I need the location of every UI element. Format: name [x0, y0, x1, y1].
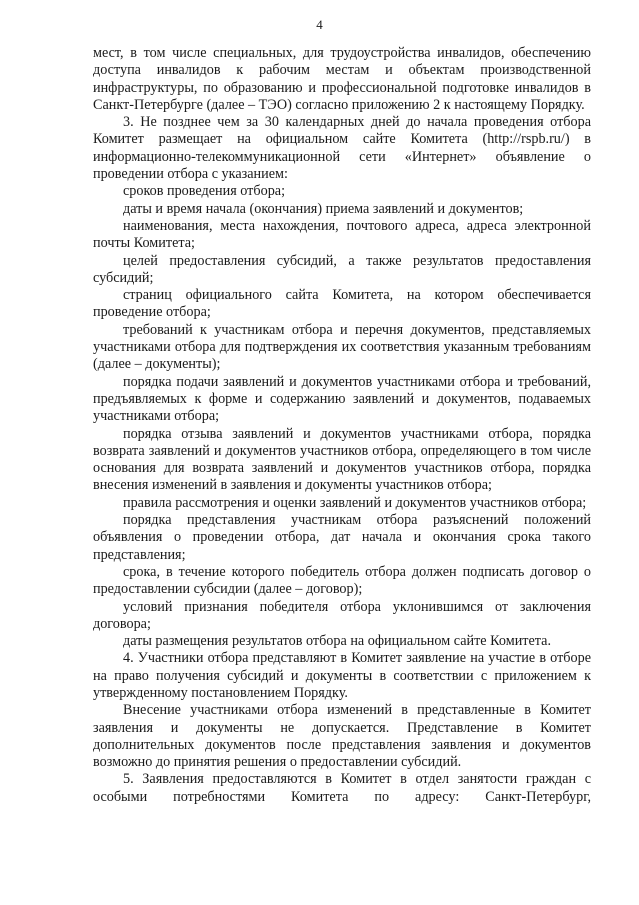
document-paragraph: требований к участникам отбора и перечня документов, представляемых участниками отбора для подтверждения их соответствия указанным требованиям (далее – документы); [93, 321, 591, 373]
document-paragraph: мест, в том числе специальных, для трудоустройства инвалидов, обеспечению доступа инвалидов к рабочим местам и объектам производственной инфраструктуры, по образованию и профессиональной подготовке инвалидов в Санкт-Петербурге (далее – ТЭО) согласно приложению 2 к настоящему Порядку. [93, 45, 591, 113]
document-paragraph: 5. Заявления предоставляются в Комитет в отдел занятости граждан с особыми потребностями Комитета по адресу: Санкт-Петербург, [93, 771, 591, 805]
document-paragraph: условий признания победителя отбора уклонившимся от заключения договора; [93, 598, 591, 632]
document-paragraph: страниц официального сайта Комитета, на котором обеспечивается проведение отбора; [93, 287, 591, 321]
document-paragraph: 3. Не позднее чем за 30 календарных дней до начала проведения отбора Комитет размещает на официальном сайте Комитета (http://rspb.ru/) в информационно-телекоммуникационной сети «Интернет» объявление о проведении отбора с указанием: [93, 114, 591, 183]
document-paragraph: правила рассмотрения и оценки заявлений и документов участников отбора; [123, 494, 587, 511]
document-paragraph: срока, в течение которого победитель отбора должен подписать договор о предоставлении субсидии (далее – договор); [93, 563, 591, 598]
page-number: 4 [316, 17, 323, 32]
document-paragraph: даты и время начала (окончания) приема заявлений и документов; [123, 200, 524, 217]
document-paragraph: Внесение участниками отбора изменений в представленные в Комитет заявления и документы не допускается. Представление в Комитет дополнительных документов после представления заявления и документов возможно до принятия решения о предоставлении субсидий. [93, 702, 591, 771]
document-paragraph: порядка отзыва заявлений и документов участниками отбора, порядка возврата заявлений и документов участников отбора, определяющего в том числе основания для возврата заявлений и документов участников отбора, порядка внесения изменений в заявления и документы участников отбора; [93, 425, 591, 494]
document-paragraph: 4. Участники отбора представляют в Комитет заявление на участие в отборе на право получения субсидий и документы в соответствии с приложением к утвержденному постановлением Порядку. [93, 650, 591, 701]
document-paragraph: даты размещения результатов отбора на официальном сайте Комитета. [123, 633, 552, 650]
document-body [93, 45, 591, 806]
document-paragraph: сроков проведения отбора; [123, 183, 286, 200]
document-paragraph: порядка подачи заявлений и документов участниками отбора и требований, предъявляемых к форме и содержанию заявлений и документов, подаваемых участниками отбора; [93, 373, 591, 425]
document-paragraph: порядка представления участникам отбора разъяснений положений объявления о проведении отбора, дат начала и окончания срока такого представления; [93, 512, 591, 563]
document-paragraph: целей предоставления субсидий, а также результатов предоставления субсидий; [93, 252, 591, 286]
document-paragraph: наименования, места нахождения, почтового адреса, адреса электронной почты Комитета; [93, 217, 591, 252]
